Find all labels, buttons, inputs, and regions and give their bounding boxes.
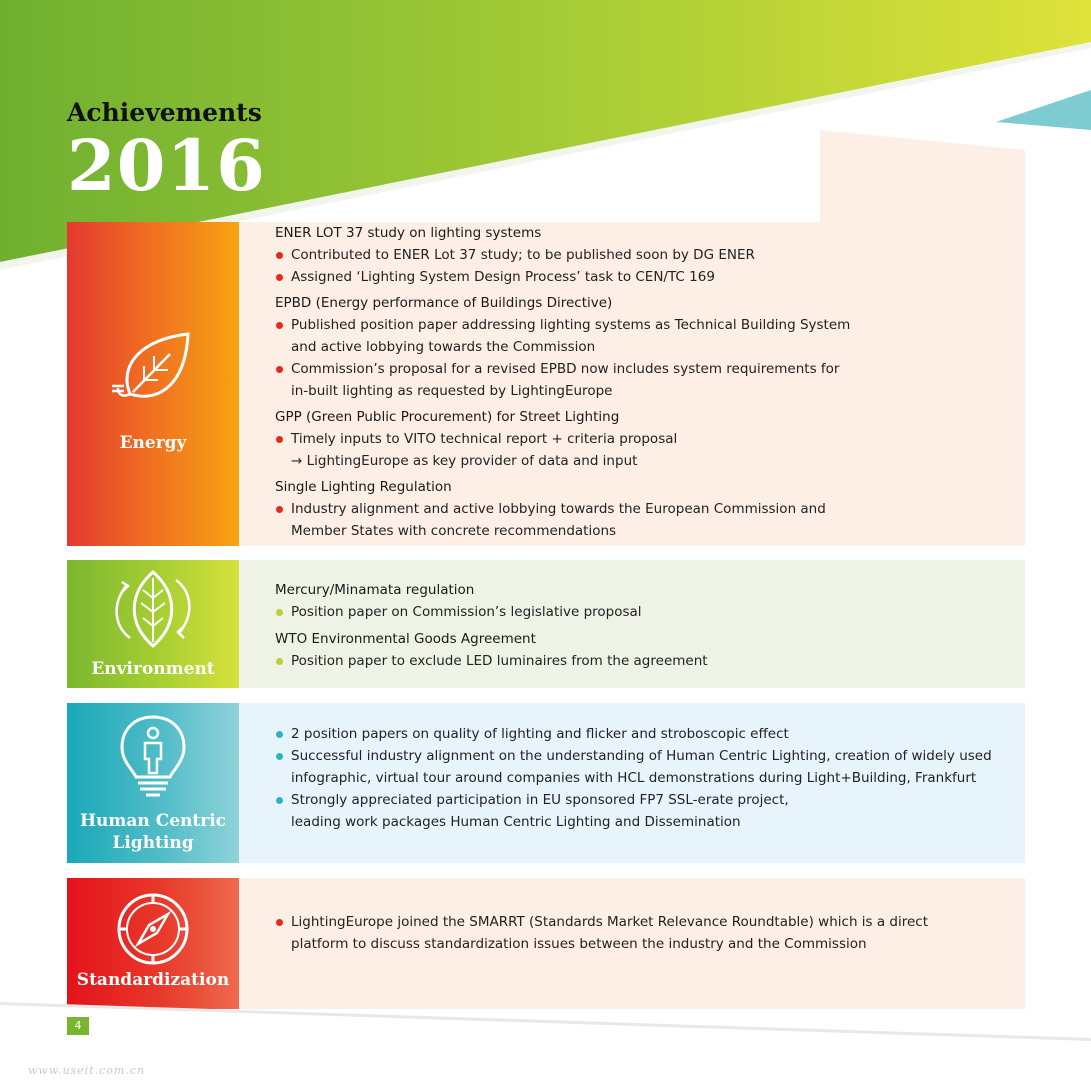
bullet-dot xyxy=(276,322,283,329)
section-standardization xyxy=(67,878,1025,1009)
list-item: Published position paper addressing lighting systems as Technical Building System and active lobbying towards the Commission xyxy=(275,314,851,358)
page-title: Achievements xyxy=(67,98,262,127)
list-item: LightingEurope joined the SMARRT (Standards Market Relevance Roundtable) which is a direct platform to discuss standardization issues between the industry and the Commission xyxy=(275,911,971,955)
energy-heading-2: EPBD (Energy performance of Buildings Directive) xyxy=(275,295,613,311)
environment-label: Environment xyxy=(91,659,215,679)
bullet-dot xyxy=(276,731,283,738)
environment-sidebar xyxy=(67,560,239,688)
standardization-content xyxy=(239,878,1025,1009)
list-item: Strongly appreciated participation in EU sponsored FP7 SSL-erate project, leading work packages Human Centric Lighting and Dissemination xyxy=(275,789,831,833)
section-environment xyxy=(67,560,1025,688)
list-item: Timely inputs to VITO technical report + criteria proposal xyxy=(275,428,1025,450)
hcl-label xyxy=(67,810,239,854)
page-year: 2016 xyxy=(67,124,266,207)
bullet-dot xyxy=(276,274,283,281)
list-item: Commission’s proposal for a revised EPBD now includes system requirements for in-built lighting as requested by LightingEurope xyxy=(275,358,851,402)
energy-heading-4: Single Lighting Regulation xyxy=(275,479,452,495)
bullet-dot xyxy=(276,919,283,926)
footer-divider xyxy=(0,996,1091,1056)
environment-heading-2: WTO Environmental Goods Agreement xyxy=(275,631,536,647)
list-item: Position paper on Commission’s legislative proposal xyxy=(275,601,1025,623)
environment-content xyxy=(239,560,1025,688)
section-energy xyxy=(67,222,1025,546)
standardization-label: Standardization xyxy=(76,970,230,990)
hcl-content xyxy=(239,703,1025,863)
energy-label: Energy xyxy=(119,433,187,453)
list-item: Contributed to ENER Lot 37 study; to be published soon by DG ENER xyxy=(275,244,1025,266)
list-item: 2 position papers on quality of lighting and flicker and stroboscopic effect xyxy=(275,723,1025,745)
energy-heading-1: ENER LOT 37 study on lighting systems xyxy=(275,225,542,241)
list-item: Position paper to exclude LED luminaires from the agreement xyxy=(275,650,1025,672)
compass-icon xyxy=(108,884,198,974)
list-item: Assigned ‘Lighting System Design Process’ task to CEN/TC 169 xyxy=(275,266,1025,288)
leaf-cycle-icon xyxy=(108,564,198,654)
bullet-dot xyxy=(276,506,283,513)
standardization-sidebar xyxy=(67,878,239,1009)
page-number: 4 xyxy=(67,1017,89,1035)
energy-content xyxy=(239,222,1025,546)
bullet-dot xyxy=(276,436,283,443)
environment-heading-1: Mercury/Minamata regulation xyxy=(275,582,475,598)
bullet-dot xyxy=(276,753,283,760)
bullet-dot xyxy=(276,366,283,373)
hcl-sidebar xyxy=(67,703,239,863)
list-note: → LightingEurope as key provider of data and input xyxy=(291,453,638,469)
bullet-dot xyxy=(276,252,283,259)
list-item: Industry alignment and active lobbying towards the European Commission and Member States with concrete recommendations xyxy=(275,498,851,542)
bullet-dot xyxy=(276,797,283,804)
title-block xyxy=(67,98,266,207)
energy-sidebar xyxy=(67,222,239,546)
leaf-plug-icon xyxy=(108,324,198,414)
bullet-dot xyxy=(276,609,283,616)
energy-heading-3: GPP (Green Public Procurement) for Street Lighting xyxy=(275,409,620,425)
hcl-label-line2: Lighting xyxy=(112,833,194,853)
hcl-label-line1: Human Centric xyxy=(79,811,227,831)
watermark: www.useit.com.cn xyxy=(28,1064,146,1077)
bullet-dot xyxy=(276,658,283,665)
list-item: Successful industry alignment on the understanding of Human Centric Lighting, creation of widely used infographic, virtual tour around companies with HCL demonstrations during Light+Building, Frankfurt xyxy=(275,745,1031,789)
section-hcl xyxy=(67,703,1025,863)
person-bulb-icon xyxy=(108,711,198,801)
